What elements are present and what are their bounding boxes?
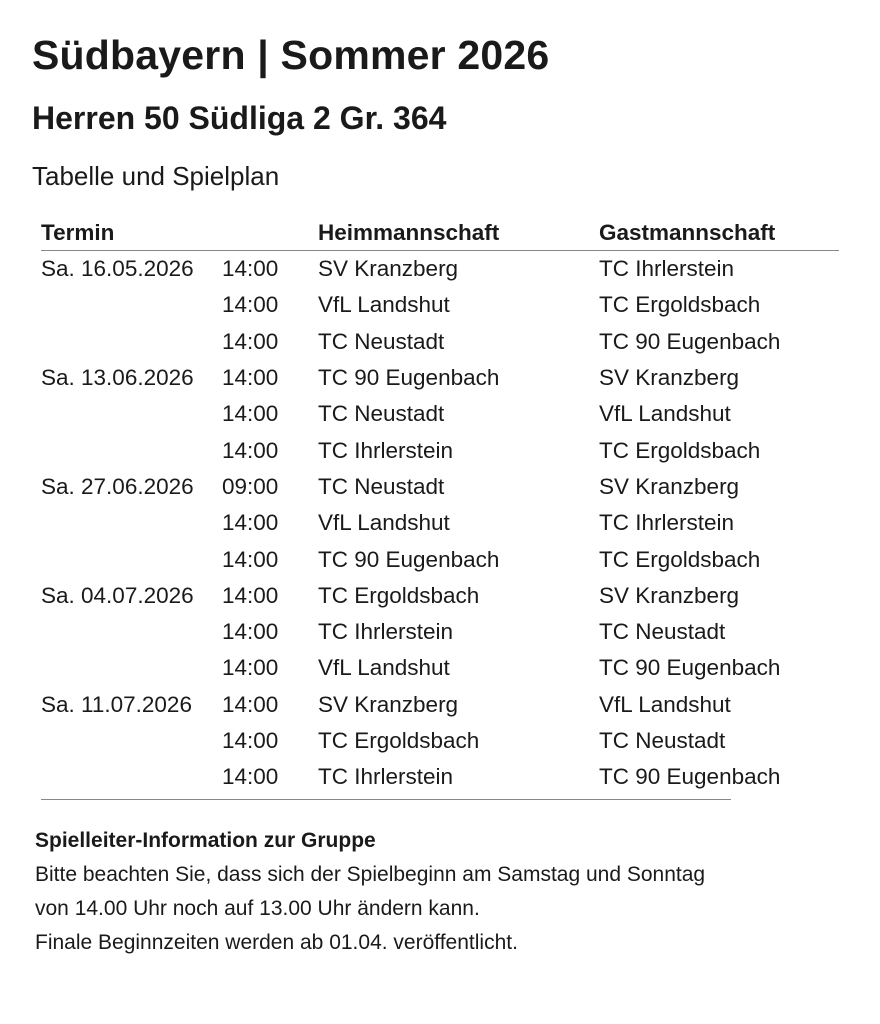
away-team: TC Neustadt — [599, 728, 726, 753]
away-team: TC Neustadt — [599, 619, 726, 645]
table-row — [41, 541, 839, 577]
match-time: 14:00 — [222, 655, 279, 681]
table-row — [41, 469, 839, 505]
match-date — [41, 324, 217, 360]
home-team: TC Ergoldsbach — [318, 582, 480, 608]
match-time: 14:00 — [222, 619, 279, 645]
match-time: 14:00 — [222, 510, 279, 536]
away-team: TC 90 Eugenbach — [599, 655, 781, 681]
info-line: von 14.00 Uhr noch auf 13.00 Uhr ändern kann. — [35, 897, 480, 921]
match-time: 14:00 — [222, 292, 279, 318]
home-team: SV Kranzberg — [318, 691, 459, 717]
table-bottom-divider — [41, 799, 731, 800]
match-date — [41, 396, 217, 432]
match-date: Sa. 13.06.2026 — [41, 365, 194, 391]
table-row — [41, 687, 839, 723]
league-title: Herren 50 Südliga 2 Gr. 364 — [32, 100, 447, 136]
page — [32, 30, 852, 960]
match-date — [41, 759, 217, 795]
info-line: Finale Beginnzeiten werden ab 01.04. veröffentlicht. — [35, 931, 518, 955]
home-team: TC Ihrlerstein — [318, 619, 454, 645]
home-team: TC 90 Eugenbach — [318, 546, 500, 572]
home-team: TC Neustadt — [318, 401, 445, 427]
home-team: VfL Landshut — [318, 292, 450, 318]
column-header-heimmannschaft: Heimmannschaft — [318, 220, 500, 245]
schedule-body — [41, 251, 839, 796]
table-row — [41, 759, 839, 795]
table-row — [41, 723, 839, 759]
info-section — [35, 824, 852, 960]
table-row — [41, 251, 839, 288]
match-time: 14:00 — [222, 546, 279, 572]
home-team: SV Kranzberg — [318, 256, 459, 282]
match-date: Sa. 04.07.2026 — [41, 582, 194, 608]
match-date: Sa. 16.05.2026 — [41, 256, 194, 282]
match-date: Sa. 11.07.2026 — [41, 691, 192, 717]
match-time: 14:00 — [222, 365, 279, 391]
away-team: TC Ergoldsbach — [599, 546, 761, 572]
match-date — [41, 614, 217, 650]
home-team: TC Neustadt — [318, 473, 445, 499]
away-team: SV Kranzberg — [599, 582, 740, 608]
table-row — [41, 360, 839, 396]
match-date — [41, 723, 217, 759]
match-time: 14:00 — [222, 691, 279, 717]
match-time: 14:00 — [222, 582, 279, 608]
match-time: 09:00 — [222, 473, 279, 499]
match-time: 14:00 — [222, 256, 279, 282]
table-row — [41, 578, 839, 614]
away-team: VfL Landshut — [599, 691, 731, 717]
table-row — [41, 614, 839, 650]
match-date — [41, 287, 217, 323]
home-team: TC Ihrlerstein — [318, 764, 454, 790]
column-header-gastmannschaft: Gastmannschaft — [599, 220, 776, 245]
away-team: TC 90 Eugenbach — [599, 764, 781, 790]
column-header-termin: Termin — [41, 220, 115, 245]
table-header-row — [41, 216, 839, 251]
home-team: TC Ergoldsbach — [318, 728, 480, 753]
table-row — [41, 650, 839, 686]
page-subtitle: Tabelle und Spielplan — [32, 161, 280, 191]
table-row — [41, 396, 839, 432]
match-time: 14:00 — [222, 764, 279, 790]
away-team: TC Ihrlerstein — [599, 256, 735, 282]
away-team: VfL Landshut — [599, 401, 731, 427]
match-time: 14:00 — [222, 728, 279, 753]
home-team: VfL Landshut — [318, 510, 450, 536]
table-row — [41, 287, 839, 323]
match-date — [41, 505, 217, 541]
table-row — [41, 324, 839, 360]
match-time: 14:00 — [222, 437, 279, 463]
match-date — [41, 650, 217, 686]
home-team: VfL Landshut — [318, 655, 450, 681]
match-time: 14:00 — [222, 328, 279, 354]
home-team: TC Ihrlerstein — [318, 437, 454, 463]
match-time: 14:00 — [222, 401, 279, 427]
table-row — [41, 505, 839, 541]
away-team: TC 90 Eugenbach — [599, 328, 781, 354]
home-team: TC 90 Eugenbach — [318, 365, 500, 391]
match-date — [41, 432, 217, 468]
info-line: Bitte beachten Sie, dass sich der Spielbeginn am Samstag und Sonntag — [35, 863, 706, 887]
away-team: TC Ergoldsbach — [599, 437, 761, 463]
away-team: TC Ihrlerstein — [599, 510, 735, 536]
info-title: Spielleiter-Information zur Gruppe — [35, 829, 376, 853]
match-date — [41, 541, 217, 577]
home-team: TC Neustadt — [318, 328, 445, 354]
schedule-table — [41, 216, 839, 795]
away-team: TC Ergoldsbach — [599, 292, 761, 318]
away-team: SV Kranzberg — [599, 473, 740, 499]
away-team: SV Kranzberg — [599, 365, 740, 391]
page-title: Südbayern | Sommer 2026 — [32, 32, 550, 78]
match-date: Sa. 27.06.2026 — [41, 473, 194, 499]
table-row — [41, 432, 839, 468]
